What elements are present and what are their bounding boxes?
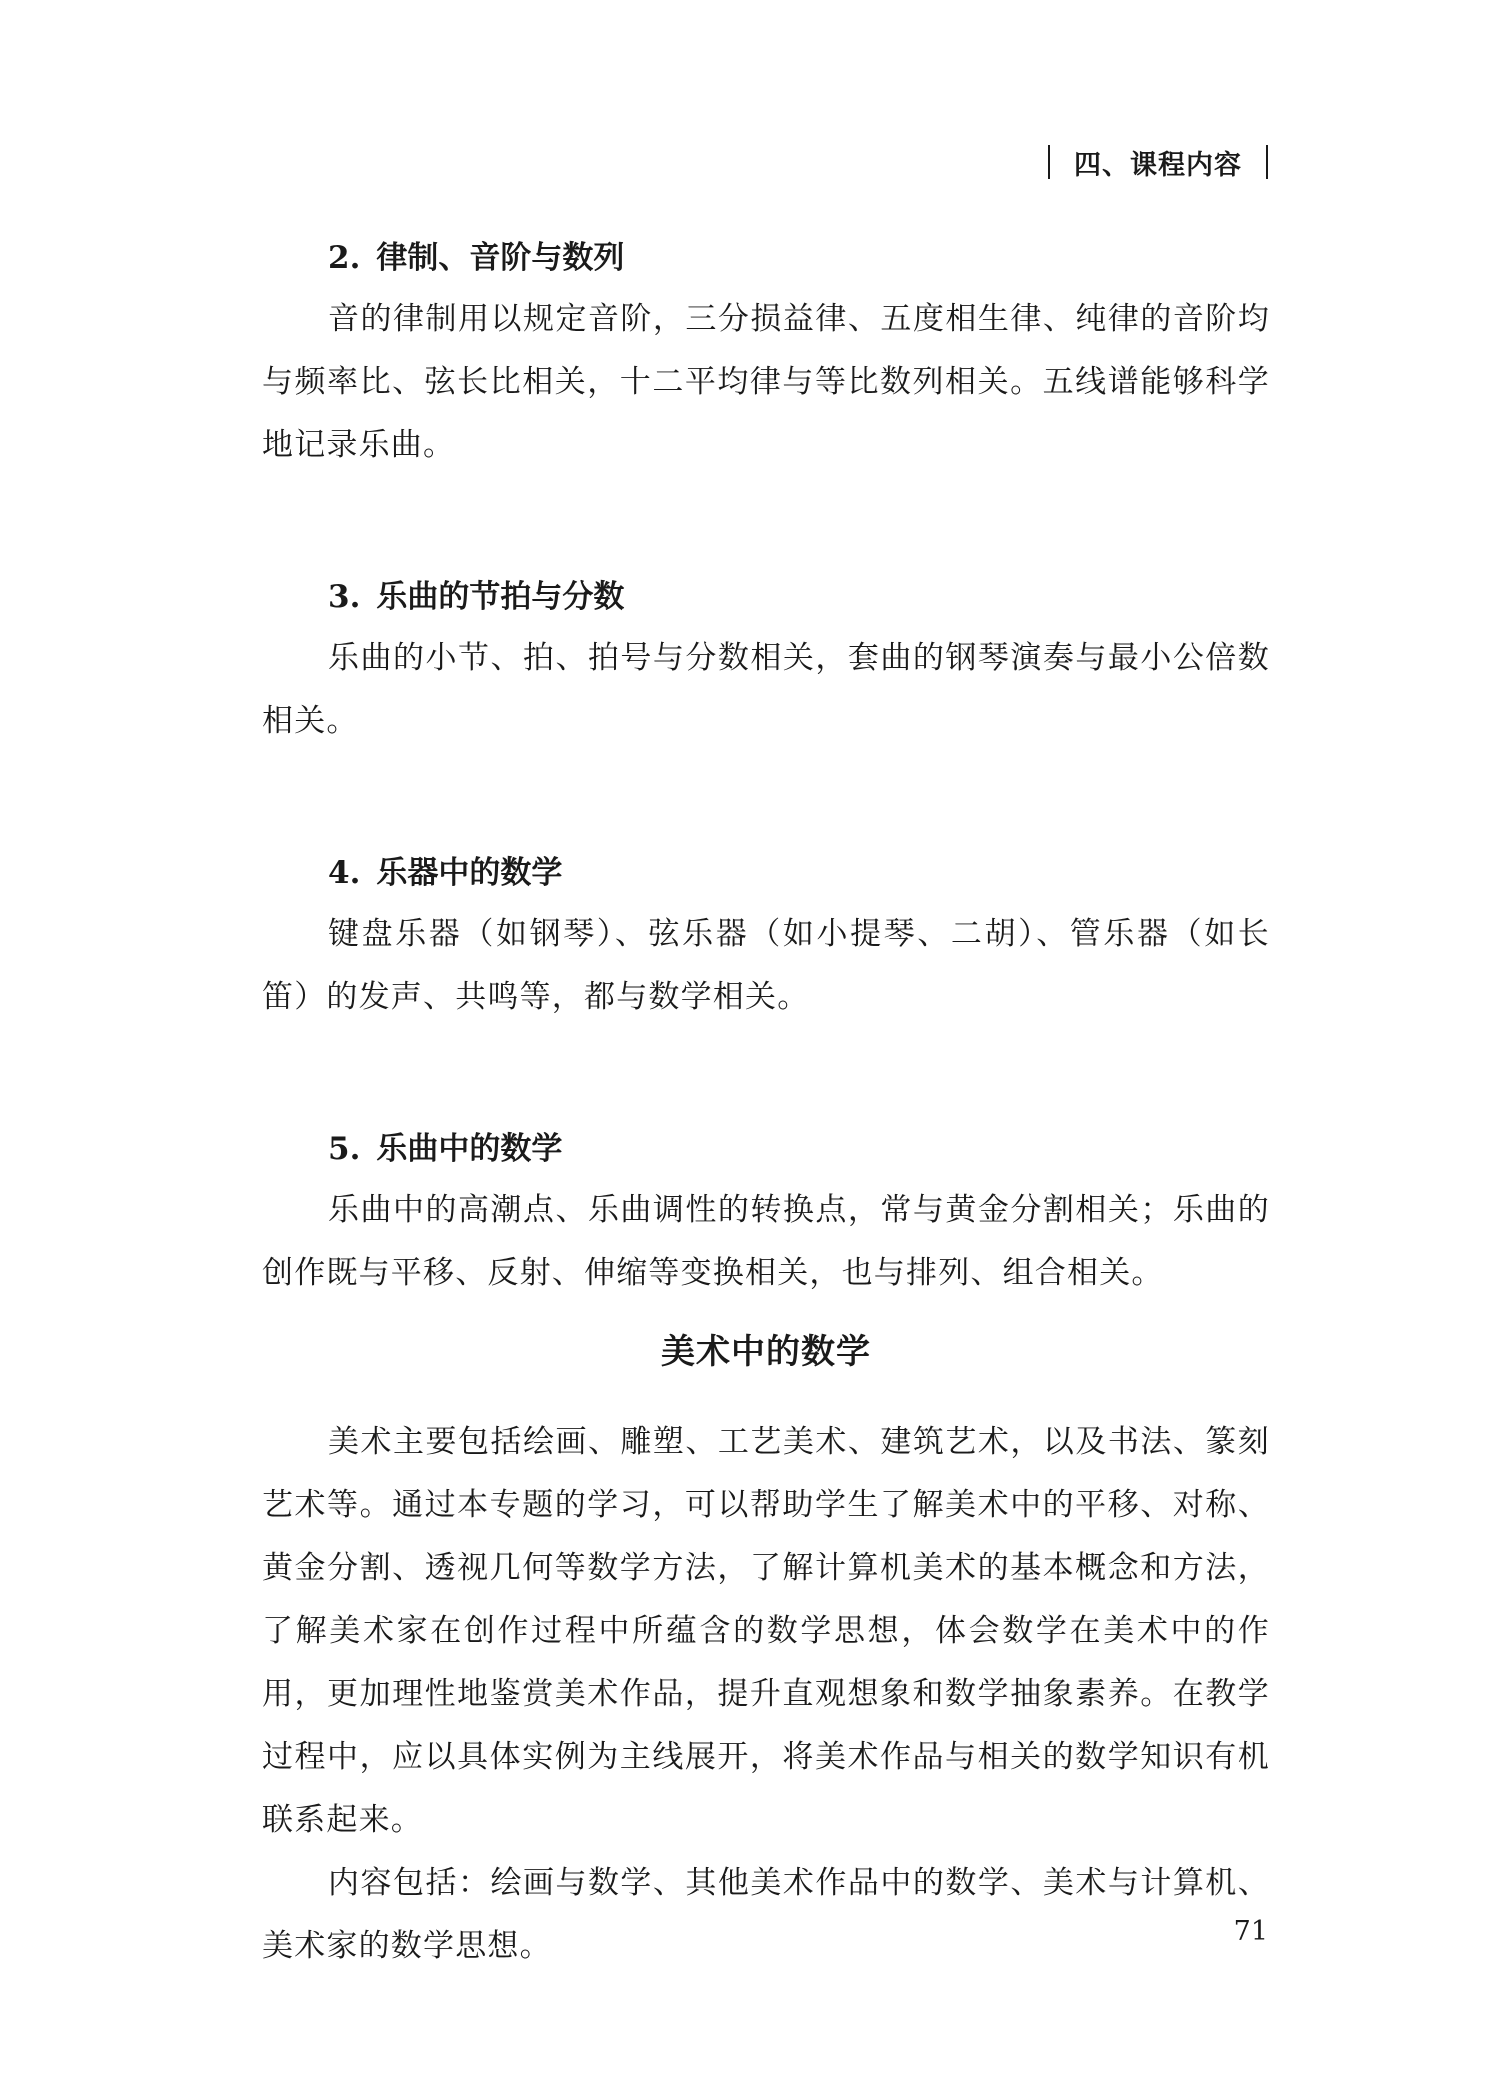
- section-heading-2: [262, 228, 1270, 288]
- art-paragraph-2: 内容包括：绘画与数学、其他美术作品中的数学、美术与计算机、美术家的数学思想。: [262, 1865, 1270, 1964]
- section-title: 乐曲的节拍与分数: [376, 579, 625, 615]
- section-title: 律制、音阶与数列: [376, 240, 625, 276]
- section-number: 3.: [328, 579, 361, 615]
- section-body-5: 乐曲中的高潮点、乐曲调性的转换点，常与黄金分割相关；乐曲的创作既与平移、反射、伸缩等变换相关，也与排列、组合相关。: [262, 1192, 1270, 1291]
- running-head-text: 四、课程内容: [1074, 149, 1242, 181]
- section-title: 乐曲中的数学: [376, 1131, 563, 1167]
- art-section-heading: 美术中的数学: [661, 1332, 871, 1372]
- section-heading-4: [262, 843, 1270, 903]
- section-title: 乐器中的数学: [376, 855, 563, 891]
- running-head: [1048, 140, 1268, 184]
- running-head-right-rule: [1266, 145, 1268, 179]
- section-number: 2.: [328, 240, 361, 276]
- page-number: 71: [1233, 1916, 1268, 1947]
- art-paragraph-1: 美术主要包括绘画、雕塑、工艺美术、建筑艺术，以及书法、篆刻艺术等。通过本专题的学习，可以帮助学生了解美术中的平移、对称、黄金分割、透视几何等数学方法，了解计算机美术的基本概念和方法，了解美术家在创作过程中所蕴含的数学思想，体会数学在美术中的作用，更加理性地鉴赏美术作品，提升直观想象和数学抽象素养。在教学过程中，应以具体实例为主线展开，将美术作品与相关的数学知识有机联系起来。: [262, 1424, 1270, 1838]
- section-body-4: 键盘乐器（如钢琴）、弦乐器（如小提琴、二胡）、管乐器（如长笛）的发声、共鸣等，都与数学相关。: [262, 916, 1270, 1015]
- section-heading-5: [262, 1119, 1270, 1179]
- page-content: [262, 228, 1270, 1978]
- section-number: 5.: [328, 1131, 361, 1167]
- section-heading-3: [262, 567, 1270, 627]
- section-body-3: 乐曲的小节、拍、拍号与分数相关，套曲的钢琴演奏与最小公倍数相关。: [262, 640, 1270, 739]
- section-body-2: 音的律制用以规定音阶，三分损益律、五度相生律、纯律的音阶均与频率比、弦长比相关，十二平均律与等比数列相关。五线谱能够科学地记录乐曲。: [262, 301, 1270, 463]
- section-number: 4.: [328, 855, 361, 891]
